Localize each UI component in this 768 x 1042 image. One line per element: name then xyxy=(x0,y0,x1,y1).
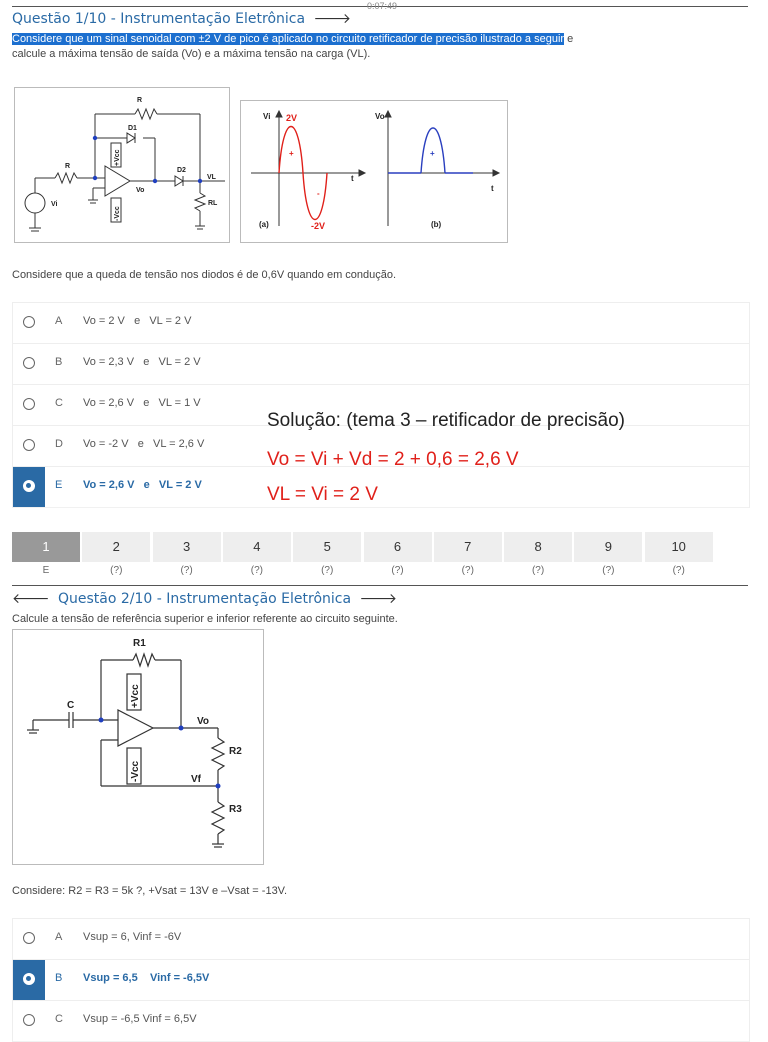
question-2-title: Questão 2/10 - Instrumentação Eletrônica xyxy=(58,591,352,607)
option-letter: B xyxy=(55,972,63,984)
pager-item-2[interactable]: 2 xyxy=(82,532,150,562)
pager-status-8: (?) xyxy=(531,565,545,576)
schmitt-circuit-diagram xyxy=(13,630,263,864)
pager-status-3: (?) xyxy=(180,565,193,576)
circuit1-label-d1: D1 xyxy=(128,125,137,132)
option-letter: C xyxy=(55,1013,63,1025)
circuit1-label-vcc-neg: -Vcc xyxy=(114,206,121,221)
radio-button[interactable] xyxy=(23,480,35,492)
solution-title: Solução: (tema 3 – retificador de precisão) xyxy=(267,410,626,431)
circuit1-label-r-top: R xyxy=(137,97,143,104)
circuit1-label-rl: RL xyxy=(208,200,218,207)
pager-item-6[interactable]: 6 xyxy=(364,532,432,562)
pager-status-9: (?) xyxy=(602,565,615,576)
radio-button[interactable] xyxy=(23,398,35,410)
graph-a-label-minus2v: -2V xyxy=(311,221,326,231)
circuit1-label-vcc-pos: +Vcc xyxy=(114,149,121,166)
solution-line-2: VL = Vi = 2 V xyxy=(267,484,378,505)
option-label: Vo = 2,3 V e VL = 2 V xyxy=(83,356,201,368)
section-divider xyxy=(12,585,748,586)
circuit2-label-r1: R1 xyxy=(133,638,146,649)
pager-status-10: (?) xyxy=(672,565,685,576)
option-letter: C xyxy=(55,397,63,409)
radio-button[interactable] xyxy=(23,316,35,328)
waveform-figure xyxy=(240,100,508,243)
graph-a-label-vi: Vi xyxy=(263,112,271,121)
answer-option-e[interactable] xyxy=(12,466,750,508)
answer-option-c[interactable] xyxy=(12,1000,750,1042)
pager-item-5[interactable]: 5 xyxy=(293,532,361,562)
next-question-arrow-icon[interactable]: 🡒 xyxy=(359,591,398,607)
circuit1-label-vo: Vo xyxy=(136,187,145,194)
question-1-title: Questão 1/10 - Instrumentação Eletrônica xyxy=(12,11,306,27)
pager-item-3[interactable]: 3 xyxy=(153,532,221,562)
question-1-text-tail: e xyxy=(564,33,574,45)
prev-question-arrow-icon[interactable]: 🡐 xyxy=(12,591,50,607)
graph-a-caption: (a) xyxy=(259,220,269,229)
option-letter: B xyxy=(55,356,63,368)
option-letter: D xyxy=(55,438,63,450)
waveform-graphs xyxy=(241,101,507,242)
graph-b-t: t xyxy=(491,184,494,193)
graph-a-t: t xyxy=(351,174,354,183)
answer-option-b[interactable] xyxy=(12,959,750,1001)
question-1-note: Considere que a queda de tensão nos diodos é de 0,6V quando em condução. xyxy=(12,269,397,281)
circuit2-label-vcc-neg: -Vcc xyxy=(130,760,141,782)
option-label: Vsup = 6,5 Vinf = -6,5V xyxy=(83,972,210,984)
question-1-text-selected: Considere que um sinal senoidal com ±2 V de pico é aplicado no circuito retificador de precisão ilustrado a seguir xyxy=(12,33,565,45)
rectifier-circuit-diagram xyxy=(15,88,229,242)
option-letter: A xyxy=(55,315,63,327)
graph-a-plus: + xyxy=(289,149,294,158)
circuit2-label-r2: R2 xyxy=(229,746,242,757)
graph-a-minus: - xyxy=(317,189,320,198)
solution-line-1: Vo = Vi + Vd = 2 + 0,6 = 2,6 V xyxy=(267,449,519,470)
question-pager xyxy=(12,532,714,576)
pager-status-4: (?) xyxy=(250,565,263,576)
graph-b-caption: (b) xyxy=(431,220,442,229)
circuit2-label-c: C xyxy=(67,700,75,711)
option-label: Vo = -2 V e VL = 2,6 V xyxy=(83,438,205,450)
question-2-title-row xyxy=(12,590,401,607)
circuit2-label-r3: R3 xyxy=(229,804,242,815)
circuit1-label-r-in: R xyxy=(65,163,71,170)
circuit2-label-vcc-pos: +Vcc xyxy=(130,684,141,708)
timer-text: 0:07:49 xyxy=(367,1,398,11)
top-divider xyxy=(12,1,748,11)
pager-item-7[interactable]: 7 xyxy=(434,532,502,562)
option-label: Vo = 2,6 V e VL = 2 V xyxy=(83,479,202,491)
option-label: Vo = 2,6 V e VL = 1 V xyxy=(83,397,201,409)
pager-item-4[interactable]: 4 xyxy=(223,532,291,562)
pager-item-10[interactable]: 10 xyxy=(645,532,713,562)
circuit2-label-vo: Vo xyxy=(197,716,210,727)
question-2-text: Calcule a tensão de referência superior e inferior referente ao circuito seguinte. xyxy=(12,613,398,625)
answer-option-a[interactable] xyxy=(12,918,750,960)
graph-b-label-vo: Vo xyxy=(375,112,385,121)
graph-b-plus: + xyxy=(430,149,435,158)
pager-status-2: (?) xyxy=(110,565,123,576)
radio-button[interactable] xyxy=(23,973,35,985)
graph-a-label-2v: 2V xyxy=(286,113,298,123)
pager-status-5: (?) xyxy=(321,565,334,576)
question-1-title-row xyxy=(12,10,355,27)
question-2-note: Considere: R2 = R3 = 5k ?, +Vsat = 13V e –Vsat = -13V. xyxy=(12,885,288,897)
radio-button[interactable] xyxy=(23,1014,35,1026)
pager-status-6: (?) xyxy=(391,565,404,576)
radio-button[interactable] xyxy=(23,439,35,451)
option-letter: A xyxy=(55,931,63,943)
answer-option-a[interactable] xyxy=(12,302,750,344)
schmitt-circuit-figure xyxy=(12,629,264,865)
option-label: Vo = 2 V e VL = 2 V xyxy=(83,315,192,327)
next-question-arrow-icon[interactable]: 🡒 xyxy=(313,11,352,27)
pager-item-9[interactable]: 9 xyxy=(574,532,642,562)
pager-item-8[interactable]: 8 xyxy=(504,532,572,562)
circuit1-label-vl: VL xyxy=(207,174,216,181)
option-letter: E xyxy=(55,479,63,491)
question-1-text-line2: calcule a máxima tensão de saída (Vo) e a máxima tensão na carga (VL). xyxy=(12,48,371,60)
circuit1-label-d2: D2 xyxy=(177,167,186,174)
radio-button[interactable] xyxy=(23,357,35,369)
answer-option-b[interactable] xyxy=(12,343,750,385)
option-label: Vsup = -6,5 Vinf = 6,5V xyxy=(83,1013,197,1025)
circuit1-label-vi: Vi xyxy=(51,201,58,208)
pager-status-1: E xyxy=(42,565,50,576)
circuit2-label-vf: Vf xyxy=(191,774,201,785)
radio-button[interactable] xyxy=(23,932,35,944)
pager-status-7: (?) xyxy=(461,565,474,576)
question-1-text xyxy=(12,32,752,62)
option-label: Vsup = 6, Vinf = -6V xyxy=(83,931,182,943)
rectifier-circuit-figure xyxy=(14,87,230,243)
pager-item-1[interactable]: 1 xyxy=(12,532,80,562)
